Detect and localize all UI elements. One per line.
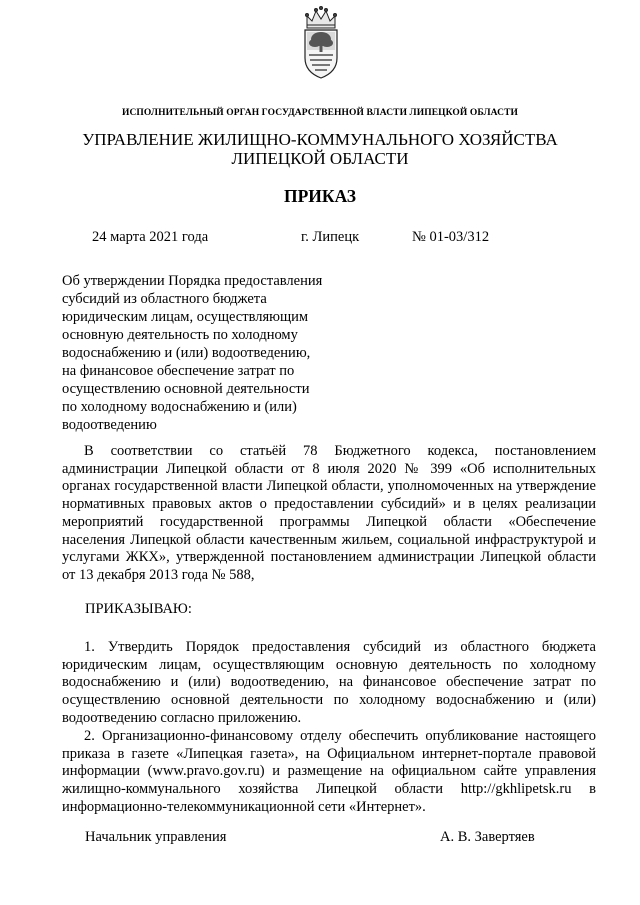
subject-line: основную деятельность по холодному xyxy=(62,327,298,343)
document-type-title: ПРИКАЗ xyxy=(283,186,357,206)
department-title-line2: ЛИПЕЦКОЙ ОБЛАСТИ xyxy=(231,149,409,168)
subject-line: водоснабжению и (или) водоотведению, xyxy=(62,345,311,361)
order-item-1: 1. Утвердить Порядок предоставления субсидий из областного бюджета юридическим лицам, осуществляющим основную деятельность по холодному водоснабжению и (или) водоотведению, на финансовое обеспечение затрат по осуществлению основной деятельности по холодному водоснабжению и (или) водоотведению согласно приложению. xyxy=(62,639,596,726)
subject-line: Об утверждении Порядка предоставления xyxy=(62,273,323,289)
order-number: № 01-03/312 xyxy=(412,229,490,245)
preamble-paragraph: В соответствии со статьёй 78 Бюджетного кодекса, постановлением администрации Липецкой области от 8 июля 2020 № 399 «Об исполнительных органах государственной власти Липецкой области, уполномоченных на утверждение нормативных правовых актов о предоставлении субсидий» и в целях реализации мероприятий государственной программы Липецкой области «Обеспечение населения Липецкой области качественным жильем, социальной инфраструктурой и услугами ЖКХ», утвержденной постановлением администрации Липецкой области от 13 декабря 2013 года № 588, xyxy=(62,443,596,583)
order-item-2: 2. Организационно-финансовому отделу обеспечить опубликование настоящего приказа в газете «Липецкая газета», на Официальном интернет-портале правовой информации (www.pravo.gov.ru) и размещение на официальном сайте управления жилищно-коммунального хозяйства Липецкой области http://gkhlipetsk.ru в информационно-телекоммуникационной сети «Интернет». xyxy=(62,728,596,815)
signature-position: Начальник управления xyxy=(85,829,227,845)
subject-line: водоотведению xyxy=(62,417,157,433)
order-city: г. Липецк xyxy=(301,229,360,245)
signature-name: А. В. Завертяев xyxy=(440,829,535,845)
subject-line: осуществлению основной деятельности xyxy=(62,381,310,397)
department-title xyxy=(0,130,640,168)
subject-line: на финансовое обеспечение затрат по xyxy=(62,363,295,379)
command-word: ПРИКАЗЫВАЮ: xyxy=(85,601,192,617)
lipetsk-oblast-coat-of-arms-icon xyxy=(301,6,341,80)
subject-line: юридическим лицам, осуществляющим xyxy=(62,309,309,325)
order-date: 24 марта 2021 года xyxy=(92,229,209,245)
subject-line: субсидий из областного бюджета xyxy=(62,291,267,307)
executive-body-label: ИСПОЛНИТЕЛЬНЫЙ ОРГАН ГОСУДАРСТВЕННОЙ ВЛАСТИ ЛИПЕЦКОЙ ОБЛАСТИ xyxy=(121,108,519,118)
subject-line: по холодному водоснабжению и (или) xyxy=(62,399,297,415)
order-subject xyxy=(62,272,352,434)
department-title-line1: УПРАВЛЕНИЕ ЖИЛИЩНО-КОММУНАЛЬНОГО ХОЗЯЙСТВА xyxy=(82,130,558,149)
